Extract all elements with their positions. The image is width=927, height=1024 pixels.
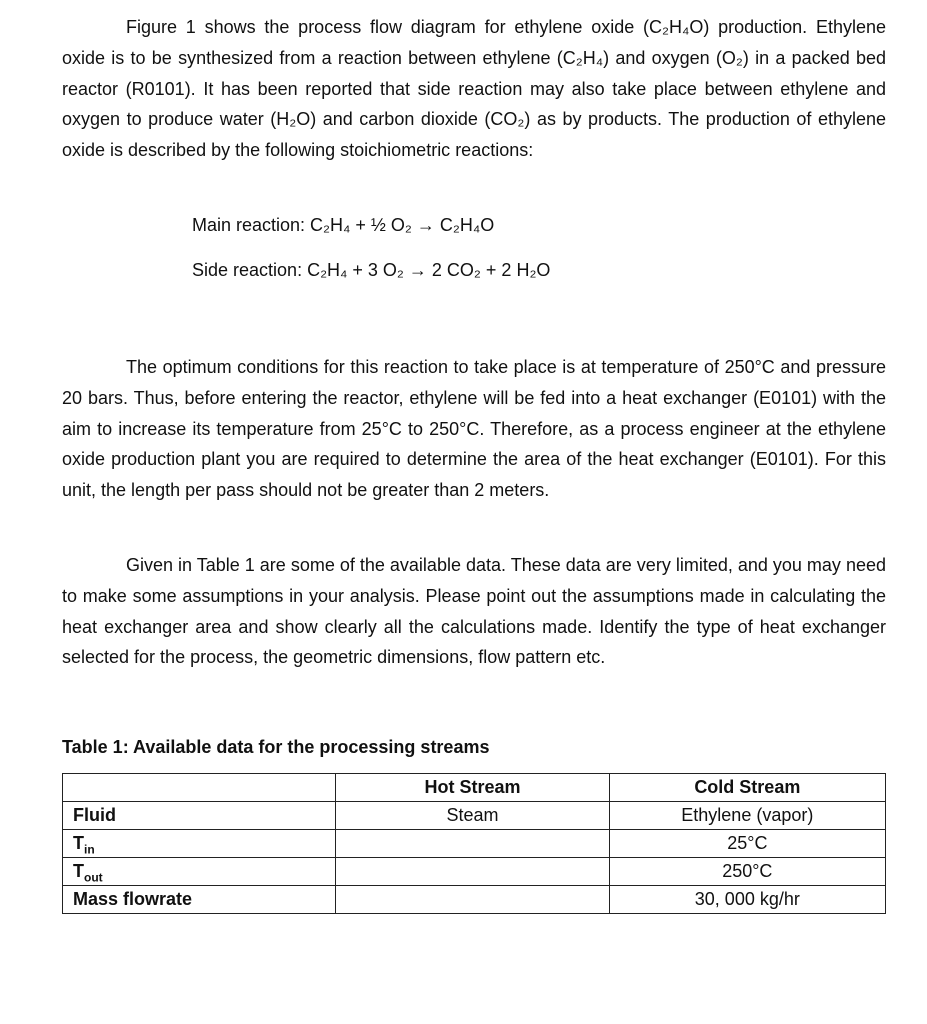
table-header-row	[63, 774, 886, 802]
cell-cold-fluid: Ethylene (vapor)	[609, 802, 885, 830]
table-header-hot-stream: Hot Stream	[336, 774, 609, 802]
table-caption: Table 1: Available data for the processing streams	[62, 737, 490, 757]
table-row	[63, 886, 886, 914]
row-label-mass-flowrate: Mass flowrate	[63, 886, 336, 914]
table-row	[63, 802, 886, 830]
table-header-blank	[63, 774, 336, 802]
main-reaction: Main reaction: C₂H₄ + ½ O₂ → C₂H₄O	[192, 215, 495, 235]
conditions-paragraph: The optimum conditions for this reaction to take place is at temperature of 250°C and pressure 20 bars. Thus, before entering the reactor, ethylene will be fed into a heat exchanger (E0101) with the aim to increase its temperature from 25°C to 250°C. Therefore, as a process engineer at the ethylene oxide production plant you are required to determine the area of the heat exchanger (E0101). For this unit, the length per pass should not be greater than 2 meters.	[62, 357, 886, 501]
reactions-block	[192, 210, 550, 300]
intro-paragraph: Figure 1 shows the process flow diagram for ethylene oxide (C₂H₄O) production. Ethylene oxide is to be synthesized from a reaction between ethylene (C₂H₄) and oxygen (O₂) in a packed bed reactor (R0101). It has been reported that side reaction may also take place between ethylene and oxygen to produce water (H₂O) and carbon dioxide (CO₂) as by products. The production of ethylene oxide is described by the following stoichiometric reactions:	[62, 17, 886, 161]
cell-hot-t-out	[336, 858, 609, 886]
cell-cold-t-in: 25°C	[609, 830, 885, 858]
cell-cold-mass-flowrate: 30, 000 kg/hr	[609, 886, 885, 914]
cell-cold-t-out: 250°C	[609, 858, 885, 886]
table-row	[63, 858, 886, 886]
side-reaction: Side reaction: C₂H₄ + 3 O₂ → 2 CO₂ + 2 H₂O	[192, 260, 551, 280]
row-label-t-out: $T_{out}$	[63, 858, 336, 886]
table-header-cold-stream: Cold Stream	[609, 774, 885, 802]
cell-hot-fluid: Steam	[336, 802, 609, 830]
cell-hot-mass-flowrate	[336, 886, 609, 914]
instructions-paragraph: Given in Table 1 are some of the available data. These data are very limited, and you may need to make some assumptions in your analysis. Please point out the assumptions made in calculating the heat exchanger area and show clearly all the calculations made. Identify the type of heat exchanger selected for the process, the geometric dimensions, flow pattern etc.	[62, 555, 886, 668]
cell-hot-t-in	[336, 830, 609, 858]
row-label-t-in: $T_{in}$	[63, 830, 336, 858]
table-row	[63, 830, 886, 858]
row-label-fluid: Fluid	[63, 802, 336, 830]
streams-data-table	[62, 773, 886, 914]
